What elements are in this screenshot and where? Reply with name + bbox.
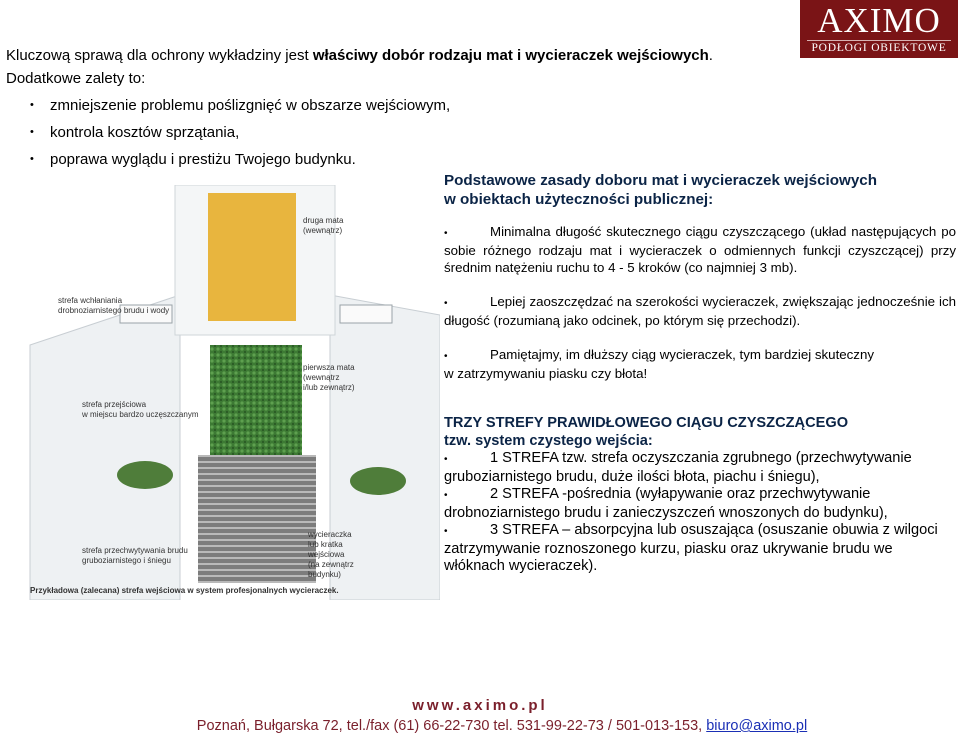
plant-left xyxy=(117,461,173,489)
right-wall xyxy=(330,295,440,600)
diagram-caption: Przykładowa (zalecana) strefa wejściowa w system profesjonalnych wycieraczek. xyxy=(30,586,339,595)
label-wycieraczka: wycieraczka xyxy=(308,530,352,539)
door-right xyxy=(340,305,392,323)
zone-item xyxy=(444,486,956,522)
svg-text:wycieraczka xyxy=(307,530,352,539)
svg-text:lub kratka xyxy=(308,540,343,549)
svg-text:strefa wchłaniania xyxy=(58,296,123,305)
logo-subtitle: PODŁOGI OBIEKTOWE xyxy=(807,40,951,54)
svg-text:i/lub zewnątrz) xyxy=(303,383,355,392)
zone-item-text: 1 STREFA tzw. strefa oczyszczania zgrubnego (przechwytywanie gruboziarnistego brudu, duże ilości błota, piachu i śniegu), xyxy=(444,450,912,485)
zone-item xyxy=(444,522,956,576)
logo-brand: AXIMO xyxy=(817,1,941,40)
bullet-icon: • xyxy=(444,298,448,309)
svg-text:strefa przechwytywania brudu xyxy=(82,546,188,555)
label-wycieraczka-3: wejściowa xyxy=(308,550,345,559)
svg-text:gruboziarnistego i śniegu xyxy=(82,556,171,565)
bullet-icon: • xyxy=(444,351,448,362)
svg-text:Przykładowa (zalecana) strefa xyxy=(30,586,339,595)
svg-text:w miejscu bardzo uczęszczanym xyxy=(81,410,199,419)
label-wchlaniania-2: drobnoziarnistego brudu i wody xyxy=(58,306,170,315)
label-druga-mata-2: (wewnątrz) xyxy=(303,226,343,235)
green-mat xyxy=(210,345,302,460)
zones-subtitle: tzw. system czystego wejścia: xyxy=(444,432,653,449)
svg-text:pierwsza mata xyxy=(303,363,355,372)
label-przejsciowa-2: w miejscu bardzo uczęszczanym xyxy=(82,410,199,419)
benefit-item: • poprawa wyglądu i prestiżu Twojego budynku. xyxy=(6,146,786,173)
bullet-icon: • xyxy=(444,490,448,501)
intro-line2: Dodatkowe zalety to: xyxy=(6,70,146,87)
intro-line1 xyxy=(6,44,786,67)
svg-text:(na zewnątrz xyxy=(308,560,354,569)
rule-point-3 xyxy=(444,346,956,382)
label-przechwytywania-2: gruboziarnistego i śniegu xyxy=(82,556,171,565)
zone-item-text: 2 STREFA -pośrednia (wyłapywanie oraz przechwytywanie drobnoziarnistego brudu i zanieczyszczeń wnoszonych do budynku), xyxy=(444,486,888,521)
rules-heading-line2: w obiektach użyteczności publicznej: xyxy=(444,191,714,208)
svg-text:strefa przejściowa xyxy=(82,400,147,409)
benefit-item: • kontrola kosztów sprzątania, xyxy=(6,119,786,146)
label-przejsciowa: strefa przejściowa xyxy=(82,400,147,409)
svg-text:drobnoziarnistego brudu i wody xyxy=(58,306,169,315)
label-przechwytywania: strefa przechwytywania brudu xyxy=(82,546,188,555)
bullet-icon: • xyxy=(444,526,448,537)
intro-line1-bold: właściwy dobór rodzaju mat i wycieraczek wejściowych xyxy=(312,47,709,64)
rule-point-1-text: Minimalna długość skutecznego ciągu czyszczącego (układ następujących po sobie różnego rodzaju mat i wycieraczek o odmiennych funkcji czyszczącej) przy średnim natężeniu ruchu to 4 - 5 kroków (co najmniej 3 mb). xyxy=(444,224,956,275)
zones-title: TRZY STREFY PRAWIDŁOWEGO CIĄGU CZYSZCZĄCEGO xyxy=(444,415,849,431)
label-wycieraczka-4: (na zewnątrz xyxy=(308,560,354,569)
svg-text:wejściowa xyxy=(307,550,345,559)
intro-section xyxy=(6,44,786,173)
label-pierwsza-2: (wewnątrz xyxy=(303,373,340,382)
footer-url[interactable]: www.aximo.pl xyxy=(412,697,548,714)
zones-section xyxy=(444,415,956,576)
benefit-item: • zmniejszenie problemu poślizgnięć w obszarze wejściowym, xyxy=(6,92,786,119)
rule-point-3-text: Pamiętajmy, im dłuższy ciąg wycieraczek, tym bardziej skuteczny xyxy=(490,347,874,362)
label-wycieraczka-2: lub kratka xyxy=(308,540,343,549)
label-wycieraczka-5: budynku) xyxy=(308,570,341,579)
benefits-list xyxy=(6,92,786,173)
yellow-mat xyxy=(208,193,296,321)
rules-heading xyxy=(444,171,956,209)
rule-point-2-text: Lepiej zaoszczędzać na szerokości wycieraczek, zwiększając jednocześnie ich długość (rozumianą jako odcinek, po którym się przechodzi). xyxy=(444,294,956,328)
rule-point-2 xyxy=(444,293,956,329)
footer-address xyxy=(0,718,960,734)
entrance-diagram xyxy=(0,185,440,600)
bullet-icon: • xyxy=(444,228,448,239)
zone-item-text: 3 STREFA – absorpcyjna lub osuszająca (osuszanie obuwia z wilgoci zatrzymywanie roznoszonego kurzu, piasku oraz ukrywanie brudu we włóknach wycieraczek). xyxy=(444,522,938,574)
svg-text:(wewnątrz xyxy=(303,373,339,382)
footer-address-text: Poznań, Bułgarska 72, tel./fax (61) 66-22-730 tel. 531-99-22-73 / 501-013-153, xyxy=(196,718,707,734)
svg-text:budynku) xyxy=(308,570,341,579)
rule-point-1 xyxy=(444,223,956,276)
plant-right xyxy=(350,467,406,495)
svg-text:(wewnątrz) xyxy=(303,226,342,235)
bullet-icon: • xyxy=(444,454,448,465)
aximo-logo xyxy=(800,0,958,58)
grate-mat xyxy=(198,455,316,583)
label-druga-mata: druga mata xyxy=(303,216,344,225)
label-pierwsza-3: i/lub zewnątrz) xyxy=(303,383,355,392)
rule-point-3-text-2: w zatrzymywaniu piasku czy błota! xyxy=(444,366,648,381)
rules-section xyxy=(444,171,956,382)
svg-text:druga mata xyxy=(303,216,344,225)
email-link[interactable]: biuro@aximo.pl xyxy=(706,718,808,734)
rules-heading-line1: Podstawowe zasady doboru mat i wycieraczek wejściowych xyxy=(444,172,877,189)
zone-item xyxy=(444,450,956,486)
label-pierwsza: pierwsza mata xyxy=(303,363,355,372)
intro-line1-end: . xyxy=(708,47,713,64)
intro-line1-text: Kluczową sprawą dla ochrony wykładziny jest xyxy=(6,47,313,64)
label-wchlaniania: strefa wchłaniania xyxy=(58,296,123,305)
